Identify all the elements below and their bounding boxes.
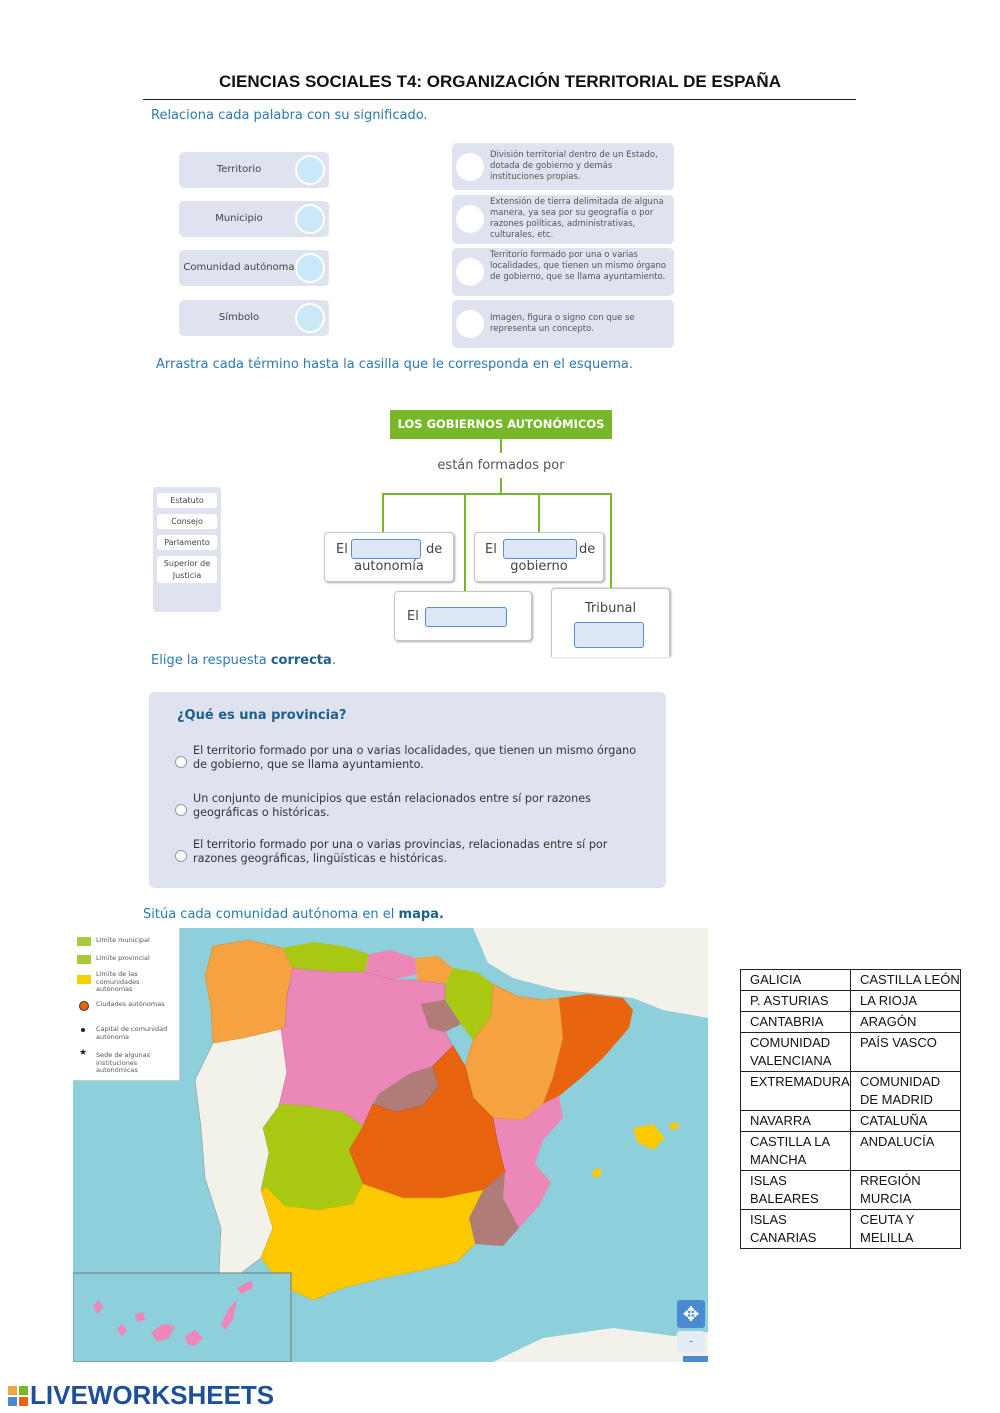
connector-line (382, 493, 384, 533)
legend-label: Capital de comunidad autónoma (96, 1025, 168, 1041)
radio-button[interactable] (175, 850, 187, 862)
region-baleares-ibiza (593, 1168, 601, 1178)
connector-line (382, 493, 612, 495)
schema-banner: LOS GOBIERNOS AUTONÓMICOS (390, 410, 612, 439)
radio-button[interactable] (175, 756, 187, 768)
table-cell: GALICIA (741, 970, 851, 991)
table-cell: NAVARRA (741, 1111, 851, 1132)
connector-line (610, 493, 612, 589)
term-superior-de-justicia[interactable]: Superior de Justicia (157, 556, 217, 583)
match-dot[interactable] (456, 310, 484, 338)
term-parlamento[interactable]: Parlamento (157, 535, 217, 550)
legend-label: Ciudades autónomas (96, 1000, 165, 1008)
table-row (741, 1111, 961, 1132)
canarias-inset (73, 1273, 291, 1362)
word-comunidad-autonoma[interactable] (179, 250, 329, 286)
star-icon: ★ (79, 1048, 88, 1058)
definition-4[interactable] (452, 300, 674, 348)
word-municipio[interactable] (179, 201, 329, 237)
box-prefix: El (407, 609, 419, 624)
term-consejo[interactable]: Consejo (157, 514, 217, 529)
word-label: Territorio (216, 164, 262, 175)
spain-map[interactable] (73, 928, 708, 1362)
legend-item (77, 955, 177, 965)
table-cell: CASTILLA LEÓN (851, 970, 961, 991)
radio-button[interactable] (175, 804, 187, 816)
box-suffix: de (579, 542, 596, 557)
quiz-option-1[interactable] (175, 744, 655, 776)
table-cell: ISLAS BALEARES (741, 1171, 851, 1210)
table-row (741, 1171, 961, 1210)
connector-line (538, 493, 540, 533)
table-row (741, 1210, 961, 1249)
answer-blank[interactable] (425, 607, 507, 627)
definition-1[interactable] (452, 143, 674, 190)
box-prefix: El (336, 542, 348, 557)
legend-swatch (77, 955, 91, 964)
table-cell: ARAGÓN (851, 1012, 961, 1033)
schema-instruction: Arrastra cada término hasta la casilla que le corresponda en el esquema. (156, 357, 633, 372)
legend-swatch (77, 937, 91, 946)
answer-blank[interactable] (351, 539, 421, 559)
instruction-emphasis: mapa. (398, 907, 444, 922)
quiz-option-3[interactable] (175, 838, 655, 870)
region-extremadura (261, 1104, 363, 1210)
legend-swatch (77, 975, 91, 984)
connector-line (500, 439, 502, 453)
definition-text: Extensión de tierra delimitada de alguna manera, ya sea por su geografía o por razones políticas, administrativas, culturales, etc. (490, 197, 664, 240)
word-label: Comunidad autónoma (183, 262, 295, 273)
instruction-emphasis: correcta (270, 653, 332, 668)
table-cell: CASTILLA LA MANCHA (741, 1132, 851, 1171)
instruction-text: Sitúa cada comunidad autónoma en el (143, 907, 399, 922)
box-label: Tribunal (584, 601, 637, 616)
matching-instruction: Relaciona cada palabra con su significado. (151, 108, 428, 123)
word-simbolo[interactable] (179, 300, 329, 336)
match-dot[interactable] (456, 153, 484, 181)
quiz-instruction (151, 653, 336, 668)
logo-grid-icon (8, 1382, 28, 1402)
legend-item (77, 937, 177, 947)
table-row (741, 1072, 961, 1111)
schema-connector-text: están formados por (437, 458, 565, 473)
table-row (741, 1132, 961, 1171)
option-text: El territorio formado por una o varias provincias, relacionadas entre sí por razones geográficas, lingüísticas e históricas. (193, 838, 608, 865)
table-cell: ANDALUCÍA (851, 1132, 961, 1171)
match-dot[interactable] (456, 205, 484, 233)
schema-box-estatuto (324, 532, 454, 582)
legend-item (77, 1048, 177, 1074)
word-label: Símbolo (218, 312, 260, 323)
match-dot[interactable] (295, 303, 325, 333)
liveworksheets-logo (8, 1380, 274, 1411)
city-dot-icon (79, 1001, 89, 1011)
region-baleares-mallorca (633, 1124, 665, 1150)
legend-label: Sede de algunas instituciones autonómicas (96, 1051, 151, 1074)
region-asturias (283, 942, 369, 972)
table-cell: P. ASTURIAS (741, 991, 851, 1012)
box-line2: autonomía (354, 559, 424, 574)
schema-box-parlamento (394, 591, 532, 641)
table-cell: PAÍS VASCO (851, 1033, 961, 1072)
term-bank (153, 487, 221, 612)
word-label: Municipio (215, 213, 263, 224)
table-cell: CEUTA Y MELILLA (851, 1210, 961, 1249)
table-cell: RREGIÓN MURCIA (851, 1171, 961, 1210)
connector-line (500, 478, 502, 494)
connector-line (464, 493, 466, 591)
box-line2: gobierno (510, 559, 568, 574)
definition-text: Imagen, figura o signo con que se representa un concepto. (490, 313, 635, 334)
match-dot[interactable] (295, 204, 325, 234)
table-cell: EXTREMADURA (741, 1072, 851, 1111)
legend-item (77, 1026, 177, 1042)
map-scroll-indicator (683, 1356, 708, 1362)
zoom-out-icon[interactable]: - (677, 1331, 705, 1353)
regions-table (740, 969, 961, 1249)
table-cell: COMUNIDAD DE MADRID (851, 1072, 961, 1111)
instruction-text: . (331, 653, 336, 668)
table-row (741, 970, 961, 991)
definition-text: Territorio formado por una o varias localidades, que tienen un mismo órgano de gobierno, que se llama ayuntamiento. (490, 250, 667, 282)
table-row (741, 1012, 961, 1033)
word-territorio[interactable] (179, 152, 329, 188)
definition-3[interactable] (452, 248, 674, 296)
table-cell: ISLAS CANARIAS (741, 1210, 851, 1249)
match-dot[interactable] (456, 258, 484, 286)
option-text: Un conjunto de municipios que están relacionados entre sí por razones geográficas o históricas. (193, 792, 591, 819)
quiz-panel (149, 692, 666, 888)
quiz-question: ¿Qué es una provincia? (177, 708, 347, 723)
table-row (741, 1033, 961, 1072)
pan-icon[interactable]: ✥ (677, 1300, 705, 1328)
definition-text: División territorial dentro de un Estado, dotada de gobierno y demás instituciones propias. (490, 150, 658, 182)
schema-box-tribunal (551, 588, 670, 657)
table-cell: CATALUÑA (851, 1111, 961, 1132)
region-baleares-menorca (669, 1122, 679, 1130)
box-prefix: El (485, 542, 497, 557)
instruction-text: Elige la respuesta (151, 653, 271, 668)
logo-text: LIVEWORKSHEETS (30, 1380, 275, 1410)
africa-shape (493, 1328, 708, 1362)
legend-item (77, 971, 177, 995)
answer-blank[interactable] (574, 622, 644, 648)
page-title: CIENCIAS SOCIALES T4: ORGANIZACIÓN TERRITORIAL DE ESPAÑA (219, 72, 781, 91)
legend-item (77, 1001, 177, 1017)
table-cell: LA RIOJA (851, 991, 961, 1012)
table-cell: COMUNIDAD VALENCIANA (741, 1033, 851, 1072)
table-cell: CANTABRIA (741, 1012, 851, 1033)
schema-box-consejo (474, 532, 604, 582)
term-estatuto[interactable]: Estatuto (157, 493, 217, 508)
region-galicia (205, 940, 293, 1043)
legend-label: Límite de las comunidades autónomas (96, 970, 140, 993)
match-dot[interactable] (295, 155, 325, 185)
match-dot[interactable] (295, 253, 325, 283)
capital-dot-icon (81, 1028, 85, 1032)
option-text: El territorio formado por una o varias localidades, que tienen un mismo órgano de gobierno, que se llama ayuntamiento. (193, 744, 637, 771)
answer-blank[interactable] (503, 539, 577, 559)
legend-label: Límite provincial (96, 954, 150, 962)
map-instruction (143, 907, 444, 922)
definition-2[interactable] (452, 195, 674, 244)
legend-label: Límite municipal (96, 936, 150, 944)
title-underline (143, 99, 856, 100)
table-row (741, 991, 961, 1012)
box-suffix: de (426, 542, 443, 557)
map-legend (73, 928, 180, 1081)
quiz-option-2[interactable] (175, 792, 655, 824)
